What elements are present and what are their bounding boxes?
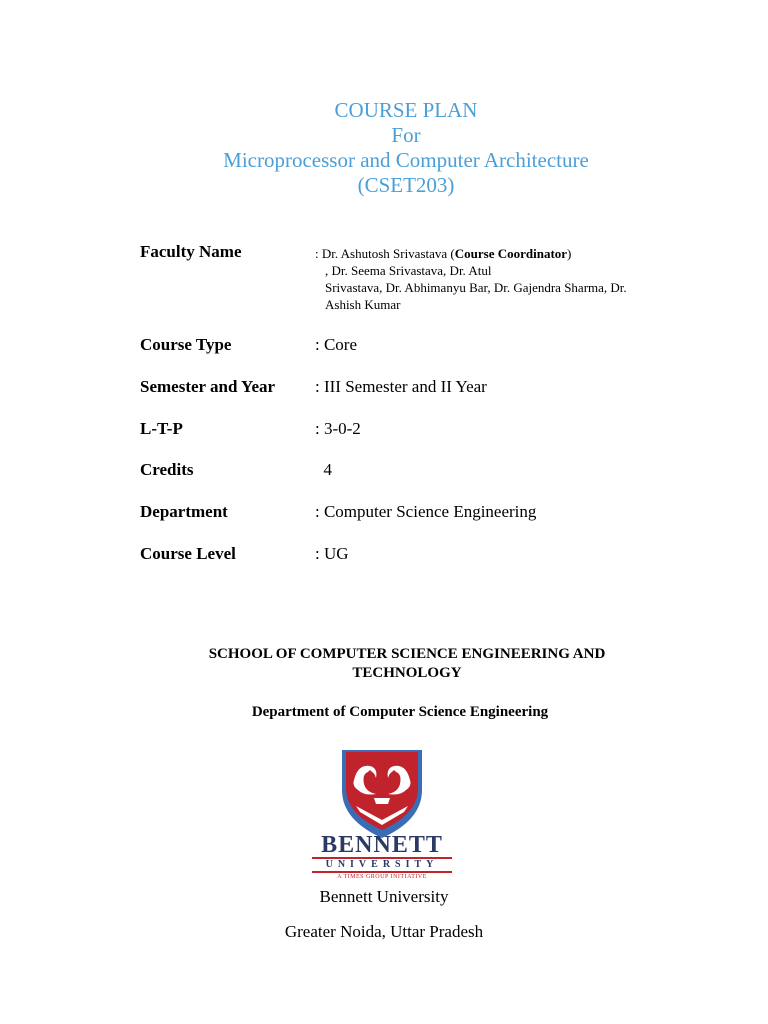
faculty-line-1 [315, 245, 700, 262]
title-line-for: For [391, 123, 421, 147]
faculty-role-close: ) [567, 246, 572, 261]
field-value: : Core [315, 335, 358, 354]
faculty-name-value [315, 245, 700, 313]
school-heading [150, 645, 664, 683]
title-line-course-code: (CSET203) [357, 173, 455, 197]
faculty-line-2: , Dr. Seema Srivastava, Dr. Atul [325, 263, 492, 278]
department-heading: Department of Computer Science Engineering [251, 704, 549, 720]
logo-tagline: A TIMES GROUP INITIATIVE [337, 874, 427, 880]
field-value: : 3-0-2 [315, 419, 361, 438]
footer-location: Greater Noida, Uttar Pradesh [284, 922, 484, 941]
faculty-prefix: : Dr. Ashutosh Srivastava ( [315, 246, 455, 261]
document-title [0, 98, 768, 198]
field-value: : UG [315, 544, 349, 563]
school-line-1: SCHOOL OF COMPUTER SCIENCE ENGINEERING AND [208, 646, 606, 662]
field-label: Course Level [140, 544, 236, 563]
logo-sub: UNIVERSITY [312, 857, 452, 873]
footer-university: Bennett University [319, 887, 449, 906]
field-label: Semester and Year [140, 377, 276, 396]
title-line-course-plan: COURSE PLAN [334, 98, 478, 122]
field-label: Department [140, 502, 228, 521]
field-value: : Computer Science Engineering [315, 502, 537, 521]
university-wordmark [304, 834, 460, 882]
faculty-line-4: Ashish Kumar [325, 297, 401, 312]
field-label: L-T-P [140, 419, 183, 438]
logo-name: BENNETT [321, 832, 443, 858]
field-value: : III Semester and II Year [315, 377, 487, 396]
title-line-course-name: Microprocessor and Computer Architecture [223, 148, 589, 172]
faculty-role: Course Coordinator [454, 246, 568, 261]
faculty-line-3: Srivastava, Dr. Abhimanyu Bar, Dr. Gajendra Sharma, Dr. [325, 280, 627, 295]
school-line-2: TECHNOLOGY [352, 665, 462, 681]
field-label: Credits [140, 460, 194, 479]
faculty-name-label: Faculty Name [140, 242, 242, 261]
field-value: 4 [315, 460, 332, 479]
field-label: Course Type [140, 335, 232, 354]
